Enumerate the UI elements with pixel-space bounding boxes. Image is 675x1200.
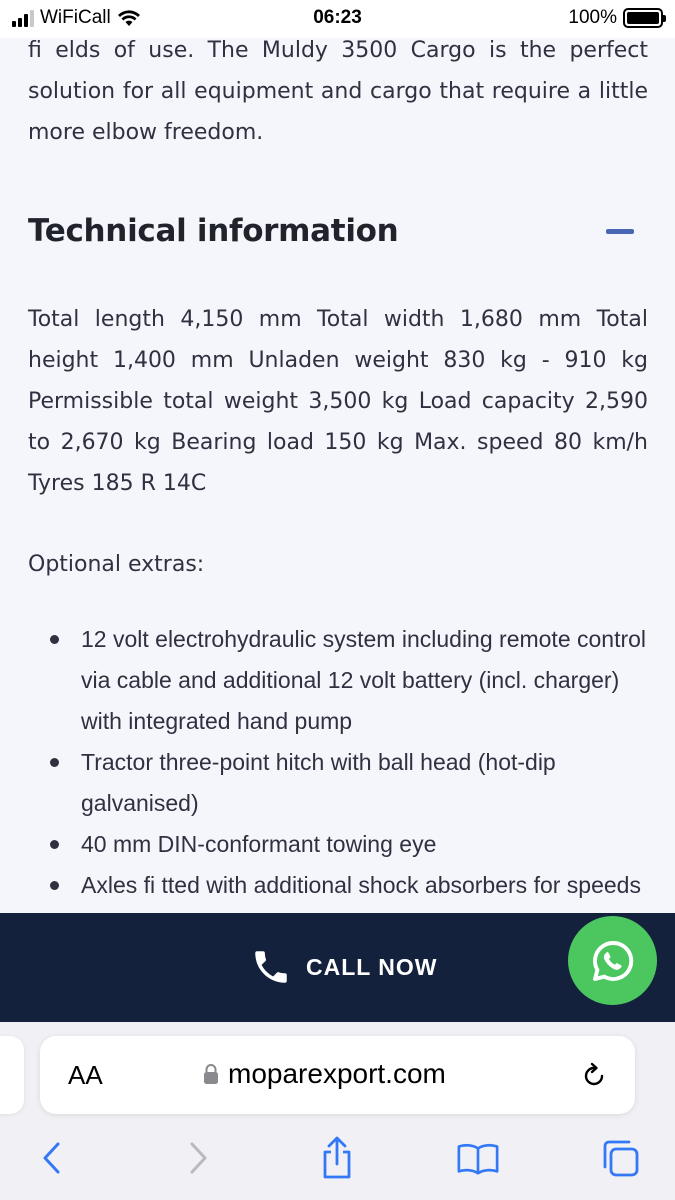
article-content — [28, 30, 648, 947]
share-icon — [319, 1136, 355, 1180]
address-bar[interactable] — [40, 1036, 635, 1114]
browser-bar — [0, 1022, 675, 1200]
carrier-label: WiFiCall — [40, 7, 111, 28]
list-item: 12 volt electrohydraulic system including remote control via cable and additional 12 volt battery (incl. charger) with integrated hand pump — [81, 619, 648, 742]
technical-information-title: Technical information — [28, 213, 399, 249]
battery-percent: 100% — [568, 7, 617, 28]
list-item: Axles fi tted with additional shock absorbers for speeds — [81, 865, 648, 947]
call-now-label: CALL NOW — [306, 953, 438, 980]
text-size-button[interactable]: AA — [68, 1060, 103, 1090]
bookmarks-button[interactable] — [456, 1136, 500, 1180]
optional-extras-list — [28, 619, 648, 947]
previous-tab-preview[interactable] — [0, 1036, 24, 1114]
optional-extras-label: Optional extras: — [28, 552, 205, 577]
tabs-button[interactable] — [598, 1136, 642, 1180]
url-display[interactable] — [202, 1058, 446, 1090]
clock: 06:23 — [313, 7, 362, 28]
forward-button[interactable] — [176, 1136, 220, 1180]
list-item: 40 mm DIN-conformant towing eye — [81, 824, 648, 865]
whatsapp-icon — [589, 937, 637, 985]
call-now-bar — [0, 913, 675, 1022]
forward-icon — [186, 1140, 210, 1176]
back-icon — [40, 1140, 64, 1176]
list-item: Tractor three-point hitch with ball head (hot-dip galvanised) — [81, 742, 648, 824]
reload-icon[interactable] — [579, 1060, 609, 1090]
intro-paragraph: fi elds of use. The Muldy 3500 Cargo is the perfect solution for all equipment and cargo that require a little more elbow freedom. — [28, 38, 648, 145]
technical-information-header[interactable] — [28, 209, 648, 259]
call-now-button[interactable] — [250, 946, 438, 988]
url-text: moparexport.com — [228, 1058, 446, 1089]
collapse-minus-icon[interactable] — [606, 229, 634, 234]
technical-specs: Total length 4,150 mm Total width 1,680 mm Total height 1,400 mm Unladen weight 830 kg - 910 kg Permissible total weight 3,500 kg Load capacity 2,590 to 2,670 kg Bearing load 150 kg Max. speed 80 km/h Tyres 185 R 14C — [28, 307, 648, 496]
lock-icon — [202, 1063, 220, 1085]
whatsapp-button[interactable] — [568, 916, 657, 1005]
status-right — [568, 7, 663, 29]
tabs-icon — [599, 1137, 641, 1179]
share-button[interactable] — [315, 1136, 359, 1180]
back-button[interactable] — [30, 1136, 74, 1180]
battery-icon — [623, 8, 663, 28]
bookmarks-icon — [456, 1140, 500, 1176]
browser-toolbar — [0, 1132, 675, 1192]
phone-icon — [250, 946, 292, 988]
